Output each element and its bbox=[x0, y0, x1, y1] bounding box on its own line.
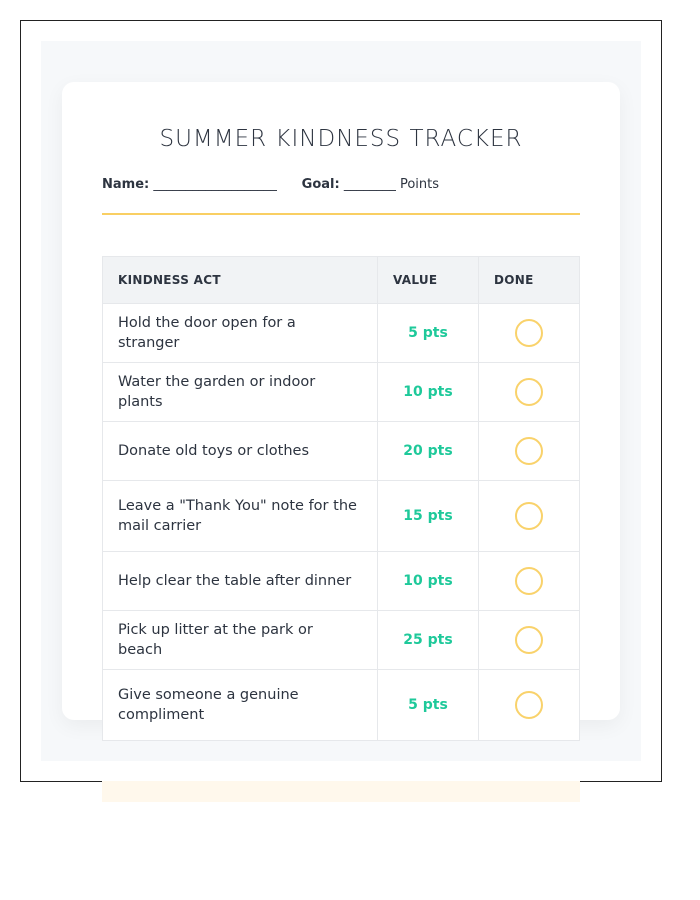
kindness-act: Give someone a genuine compliment bbox=[103, 670, 378, 741]
done-checkbox[interactable] bbox=[515, 691, 543, 719]
footer-strip bbox=[102, 781, 580, 802]
points-value: 25 pts bbox=[378, 611, 479, 670]
kindness-act: Hold the door open for a stranger bbox=[103, 304, 378, 363]
done-cell bbox=[479, 481, 580, 552]
table-row bbox=[103, 670, 580, 741]
header-done: DONE bbox=[479, 257, 580, 304]
done-checkbox[interactable] bbox=[515, 437, 543, 465]
goal-label: Goal: bbox=[301, 177, 340, 192]
points-value: 10 pts bbox=[378, 552, 479, 611]
points-value: 20 pts bbox=[378, 422, 479, 481]
page-title: SUMMER KINDNESS TRACKER bbox=[159, 126, 523, 152]
points-value: 5 pts bbox=[378, 670, 479, 741]
goal-blank: ________ bbox=[343, 177, 396, 192]
table-row bbox=[103, 552, 580, 611]
goal-unit: Points bbox=[399, 177, 440, 192]
done-cell bbox=[479, 670, 580, 741]
points-value: 10 pts bbox=[378, 363, 479, 422]
done-checkbox[interactable] bbox=[515, 502, 543, 530]
name-blank: ___________________ bbox=[153, 177, 277, 192]
kindness-act: Leave a "Thank You" note for the mail carrier bbox=[103, 481, 378, 552]
done-checkbox[interactable] bbox=[515, 567, 543, 595]
done-checkbox[interactable] bbox=[515, 626, 543, 654]
done-cell bbox=[479, 611, 580, 670]
name-goal-line bbox=[102, 177, 439, 192]
header-act: KINDNESS ACT bbox=[103, 257, 378, 304]
divider bbox=[102, 213, 580, 215]
kindness-act: Pick up litter at the park or beach bbox=[103, 611, 378, 670]
done-cell bbox=[479, 363, 580, 422]
points-value: 5 pts bbox=[378, 304, 479, 363]
kindness-act: Donate old toys or clothes bbox=[103, 422, 378, 481]
header-value: VALUE bbox=[378, 257, 479, 304]
points-value: 15 pts bbox=[378, 481, 479, 552]
table-row bbox=[103, 304, 580, 363]
kindness-act: Water the garden or indoor plants bbox=[103, 363, 378, 422]
name-label: Name: bbox=[102, 177, 150, 192]
table-row bbox=[103, 481, 580, 552]
done-cell bbox=[479, 422, 580, 481]
done-checkbox[interactable] bbox=[515, 319, 543, 347]
done-cell bbox=[479, 304, 580, 363]
table-row bbox=[103, 611, 580, 670]
done-checkbox[interactable] bbox=[515, 378, 543, 406]
kindness-table bbox=[102, 256, 580, 741]
table-row bbox=[103, 363, 580, 422]
kindness-act: Help clear the table after dinner bbox=[103, 552, 378, 611]
table-row bbox=[103, 422, 580, 481]
done-cell bbox=[479, 552, 580, 611]
